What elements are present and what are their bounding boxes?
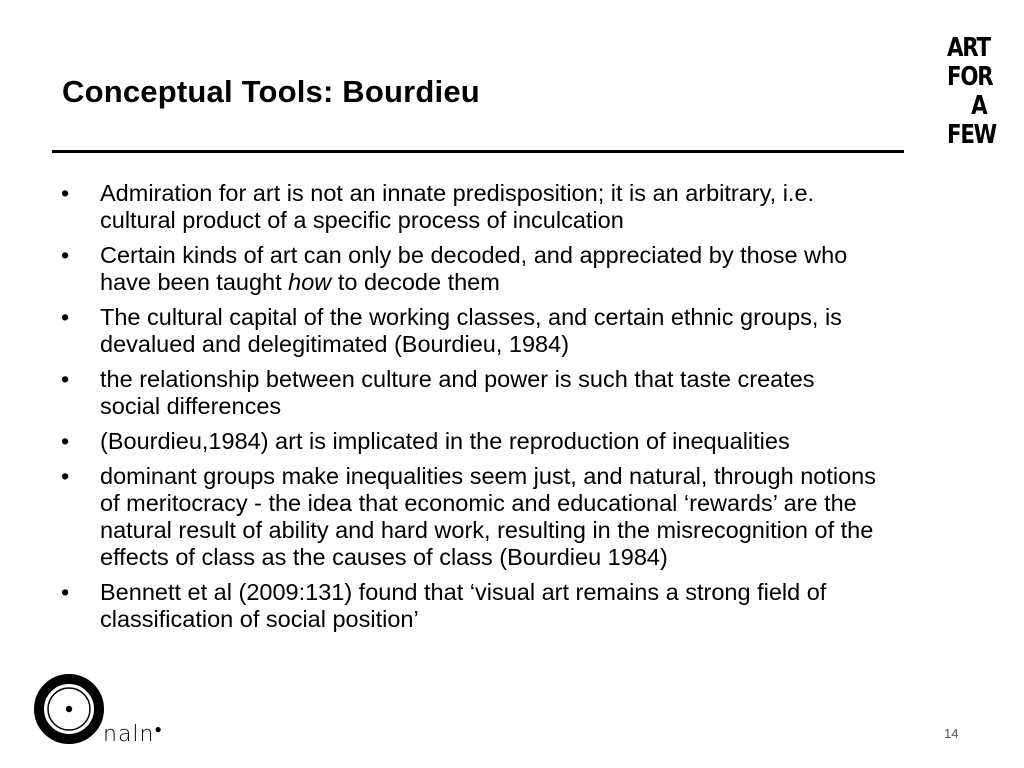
bullet-dot: • bbox=[61, 366, 70, 392]
bullet-item bbox=[58, 242, 878, 296]
bullet-list bbox=[58, 180, 878, 641]
slide-title: Conceptual Tools: Bourdieu bbox=[62, 74, 480, 109]
naln-dot: ● bbox=[154, 722, 163, 736]
bullet-dot: • bbox=[61, 463, 70, 489]
page-number: 14 bbox=[944, 726, 959, 741]
bullet-text-emphasis: how bbox=[288, 269, 332, 295]
bullet-dot: • bbox=[61, 428, 70, 454]
bullet-text: Admiration for art is not an innate predisposition; it is an arbitrary, i.e. cultural product of a specific process of inculcation bbox=[100, 180, 815, 233]
bullet-item bbox=[58, 304, 878, 358]
bullet-text-end: to decode them bbox=[331, 269, 500, 295]
bullet-dot: • bbox=[61, 304, 70, 330]
logo-line-art: ART bbox=[947, 33, 990, 63]
bullet-text: dominant groups make inequalities seem just, and natural, through notions of meritocracy - the idea that economic and educational ‘rewards’ are the natural result of ability and hard work, resulting in the misrecognition of the effects of class as the causes of class (Bourdieu 1984) bbox=[100, 463, 876, 570]
logo-line-few: FEW bbox=[947, 120, 996, 150]
bullet-dot: • bbox=[61, 242, 70, 268]
logo-line-a: A bbox=[971, 91, 987, 121]
bullet-item bbox=[58, 463, 878, 571]
bullet-item bbox=[58, 180, 878, 234]
art-for-a-few-logo bbox=[947, 33, 996, 150]
naln-ring-logo-icon bbox=[33, 673, 105, 745]
bullet-item bbox=[58, 428, 878, 455]
bullet-text: Bennett et al (2009:131) found that ‘visual art remains a strong field of classification of social position’ bbox=[100, 579, 827, 632]
bullet-text-start: Certain kinds of art can only be decoded, and appreciated by those who have been taught bbox=[100, 242, 848, 295]
bullet-dot: • bbox=[61, 180, 70, 206]
naln-logo-text bbox=[103, 722, 163, 747]
bullet-text: The cultural capital of the working classes, and certain ethnic groups, is devalued and delegitimated (Bourdieu, 1984) bbox=[100, 304, 842, 357]
bullet-text: (Bourdieu,1984) art is implicated in the reproduction of inequalities bbox=[100, 428, 790, 454]
logo-line-for: FOR bbox=[947, 62, 993, 92]
bullet-text: the relationship between culture and power is such that taste creates social differences bbox=[100, 366, 815, 419]
naln-wordmark: naln bbox=[103, 722, 155, 747]
bullet-dot: • bbox=[61, 579, 70, 605]
bullet-item bbox=[58, 366, 878, 420]
title-underline bbox=[52, 150, 904, 153]
bullet-item bbox=[58, 579, 878, 633]
